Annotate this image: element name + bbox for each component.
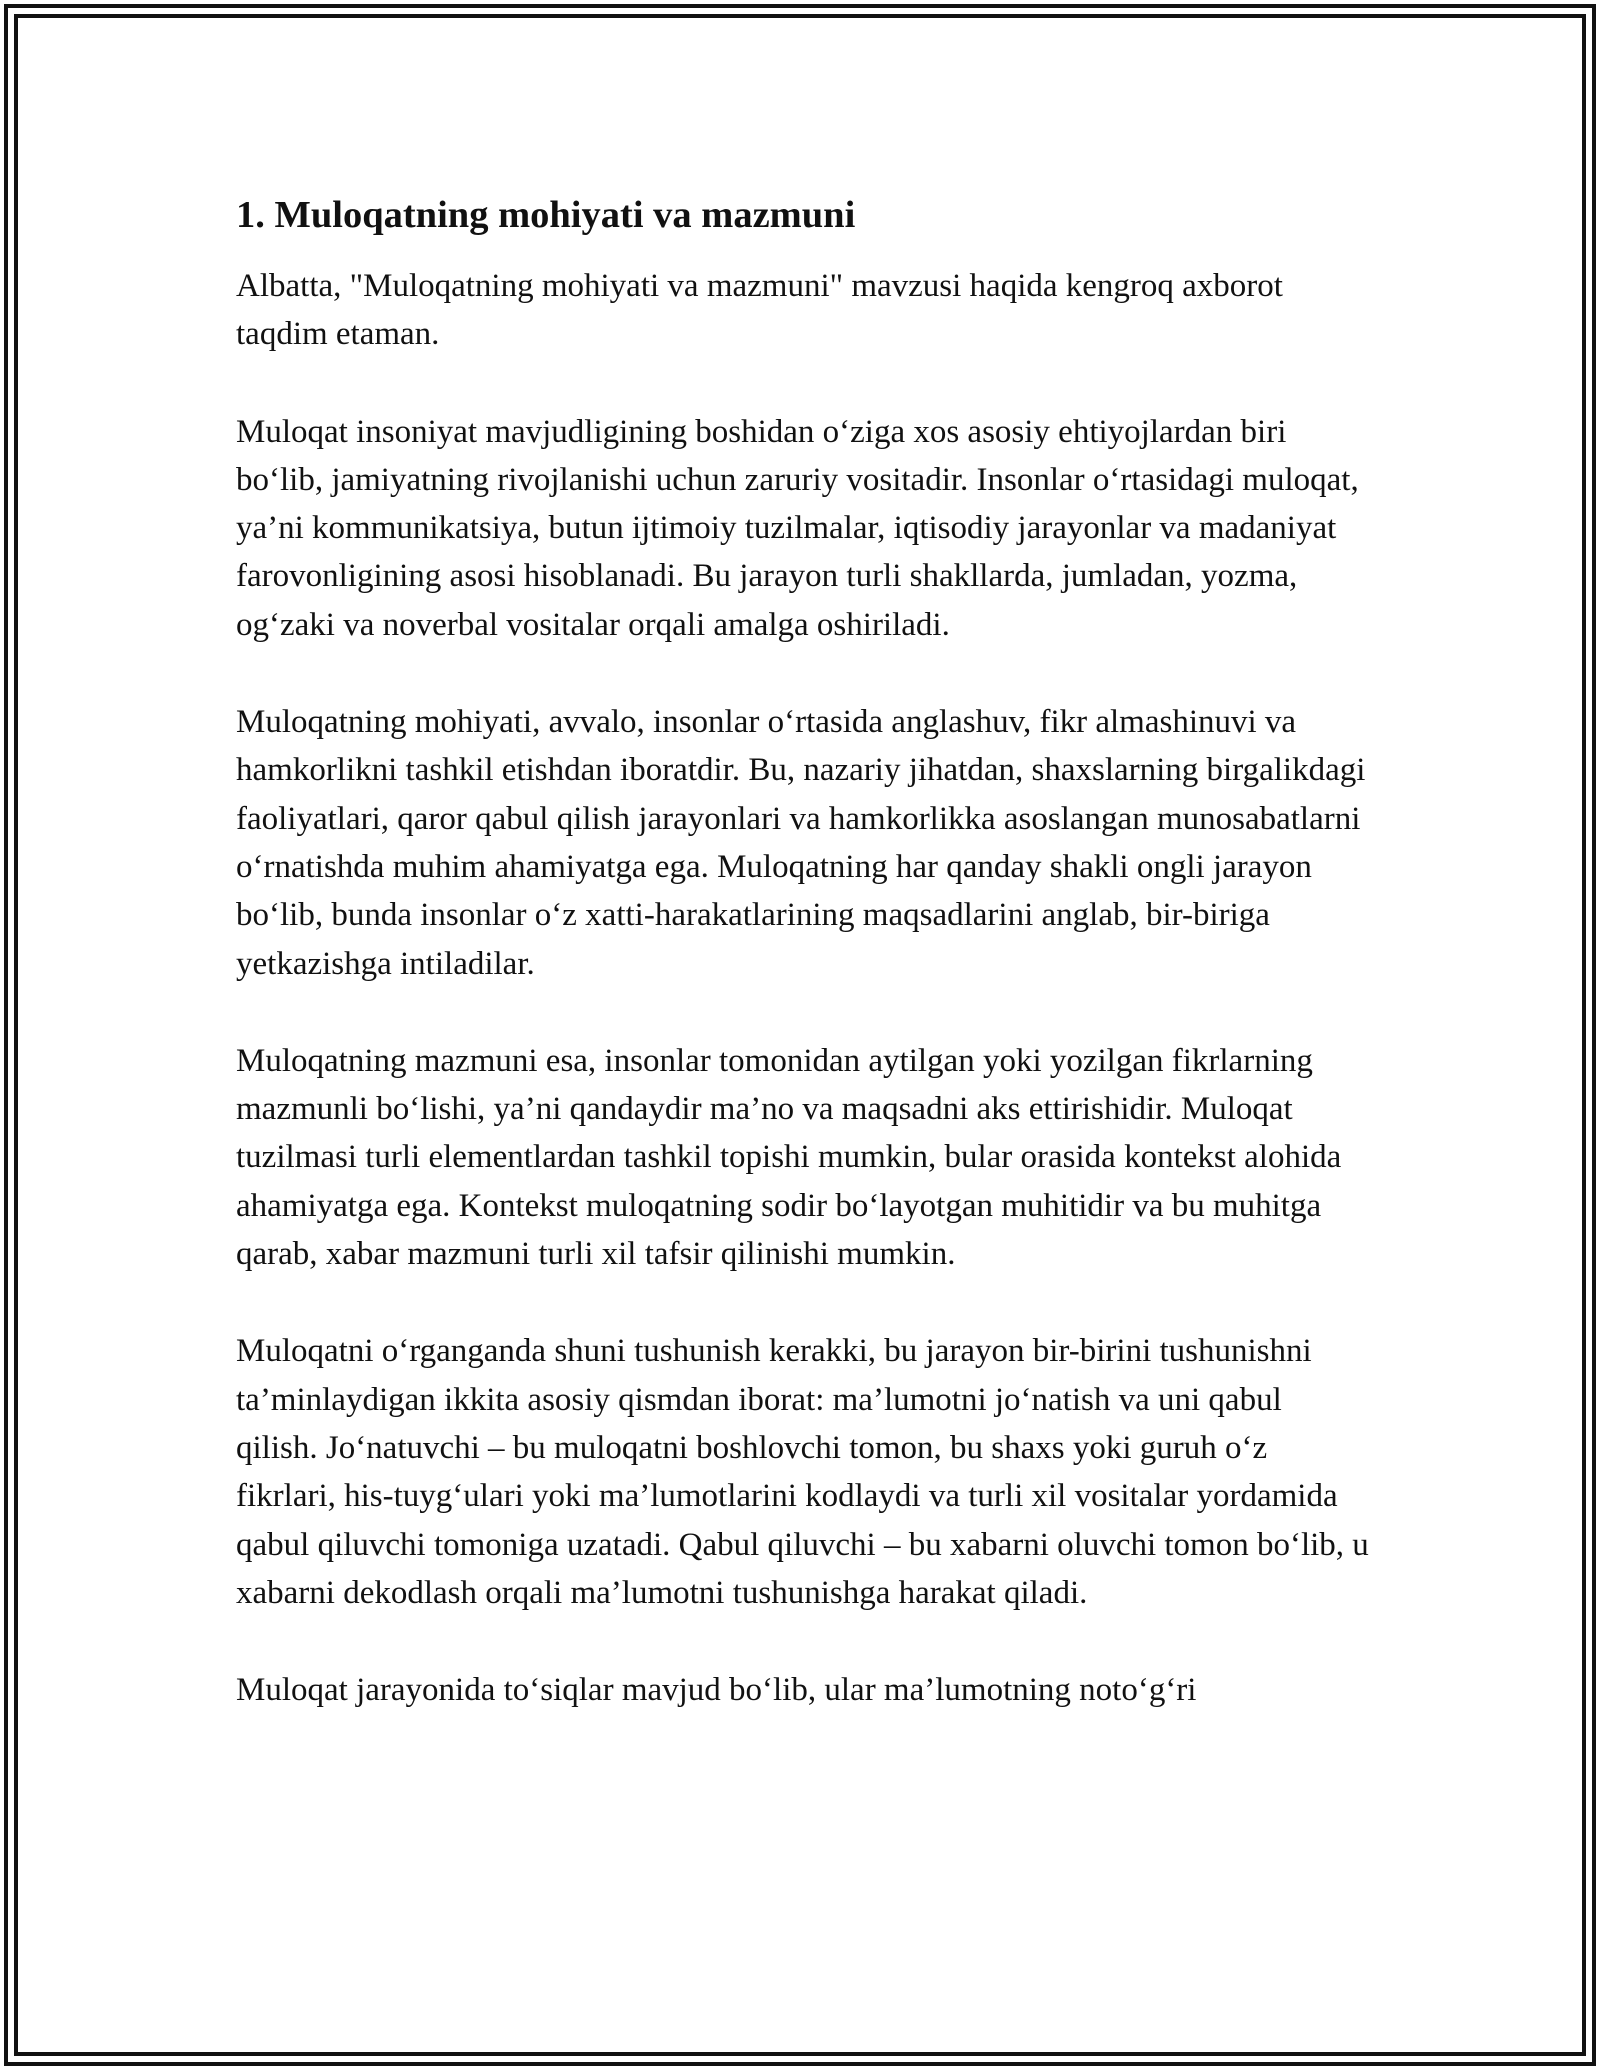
paragraph-sender-receiver: Muloqatni o‘rganganda shuni tushunish kerakki, bu jarayon bir-birini tushunishni ta’minlaydigan ikkita asosiy qismdan iborat: ma’lumotni jo‘natish va uni qabul qilish. Jo‘natuvchi – bu muloqatni boshlovchi tomon, bu shaxs yoki guruh o‘z fikrlari, his-tuyg‘ulari yoki ma’lumotlarini kodlaydi va turli xil vositalar yordamida qabul qiluvchi tomoniga uzatadi. Qabul qiluvchi – bu xabarni oluvchi tomon bo‘lib, u xabarni dekodlash orqali ma’lumotni tushunishga harakat qiladi.: [236, 1333, 1369, 1611]
document-body: [236, 188, 1371, 1763]
paragraph-barriers: Muloqat jarayonida to‘siqlar mavjud bo‘lib, ular ma’lumotning noto‘g‘ri: [236, 1672, 1197, 1709]
paragraph-intro: Albatta, "Muloqatning mohiyati va mazmuni" mavzusi haqida kengroq axborot taqdim etaman.: [236, 268, 1283, 353]
paragraph-content: Muloqatning mazmuni esa, insonlar tomonidan aytilgan yoki yozilgan fikrlarning mazmunli bo‘lishi, ya’ni qandaydir ma’no va maqsadni aks ettirishidir. Muloqat tuzilmasi turli elementlardan tashkil topishi mumkin, bular orasida kontekst alohida ahamiyatga ega. Kontekst muloqatning sodir bo‘layotgan muhitidir va bu muhitga qarab, xabar mazmuni turli xil tafsir qilinishi mumkin.: [236, 1042, 1342, 1273]
paragraph-essence: Muloqatning mohiyati, avvalo, insonlar o‘rtasida anglashuv, fikr almashinuvi va hamkorlikni tashkil etishdan iboratdir. Bu, nazariy jihatdan, shaxslarning birgalikdagi faoliyatlari, qaror qabul qilish jarayonlari va hamkorlikka asoslangan munosabatlarni o‘rnatishda muhim ahamiyatga ega. Muloqatning har qanday shakli ongli jarayon bo‘lib, bunda insonlar o‘z xatti-harakatlarining maqsadlarini anglab, bir-biriga yetkazishga intiladilar.: [236, 704, 1366, 982]
section-heading: 1. Muloqatning mohiyati va mazmuni: [236, 194, 856, 236]
paragraph-communication-need: Muloqat insoniyat mavjudligining boshidan o‘ziga xos asosiy ehtiyojlardan biri bo‘lib, jamiyatning rivojlanishi uchun zaruriy vositadir. Insonlar o‘rtasidagi muloqat, ya’ni kommunikatsiya, butun ijtimoiy tuzilmalar, iqtisodiy jarayonlar va madaniyat farovonligining asosi hisoblanadi. Bu jarayon turli shakllarda, jumladan, yozma, og‘zaki va noverbal vositalar orqali amalga oshiriladi.: [236, 413, 1359, 643]
